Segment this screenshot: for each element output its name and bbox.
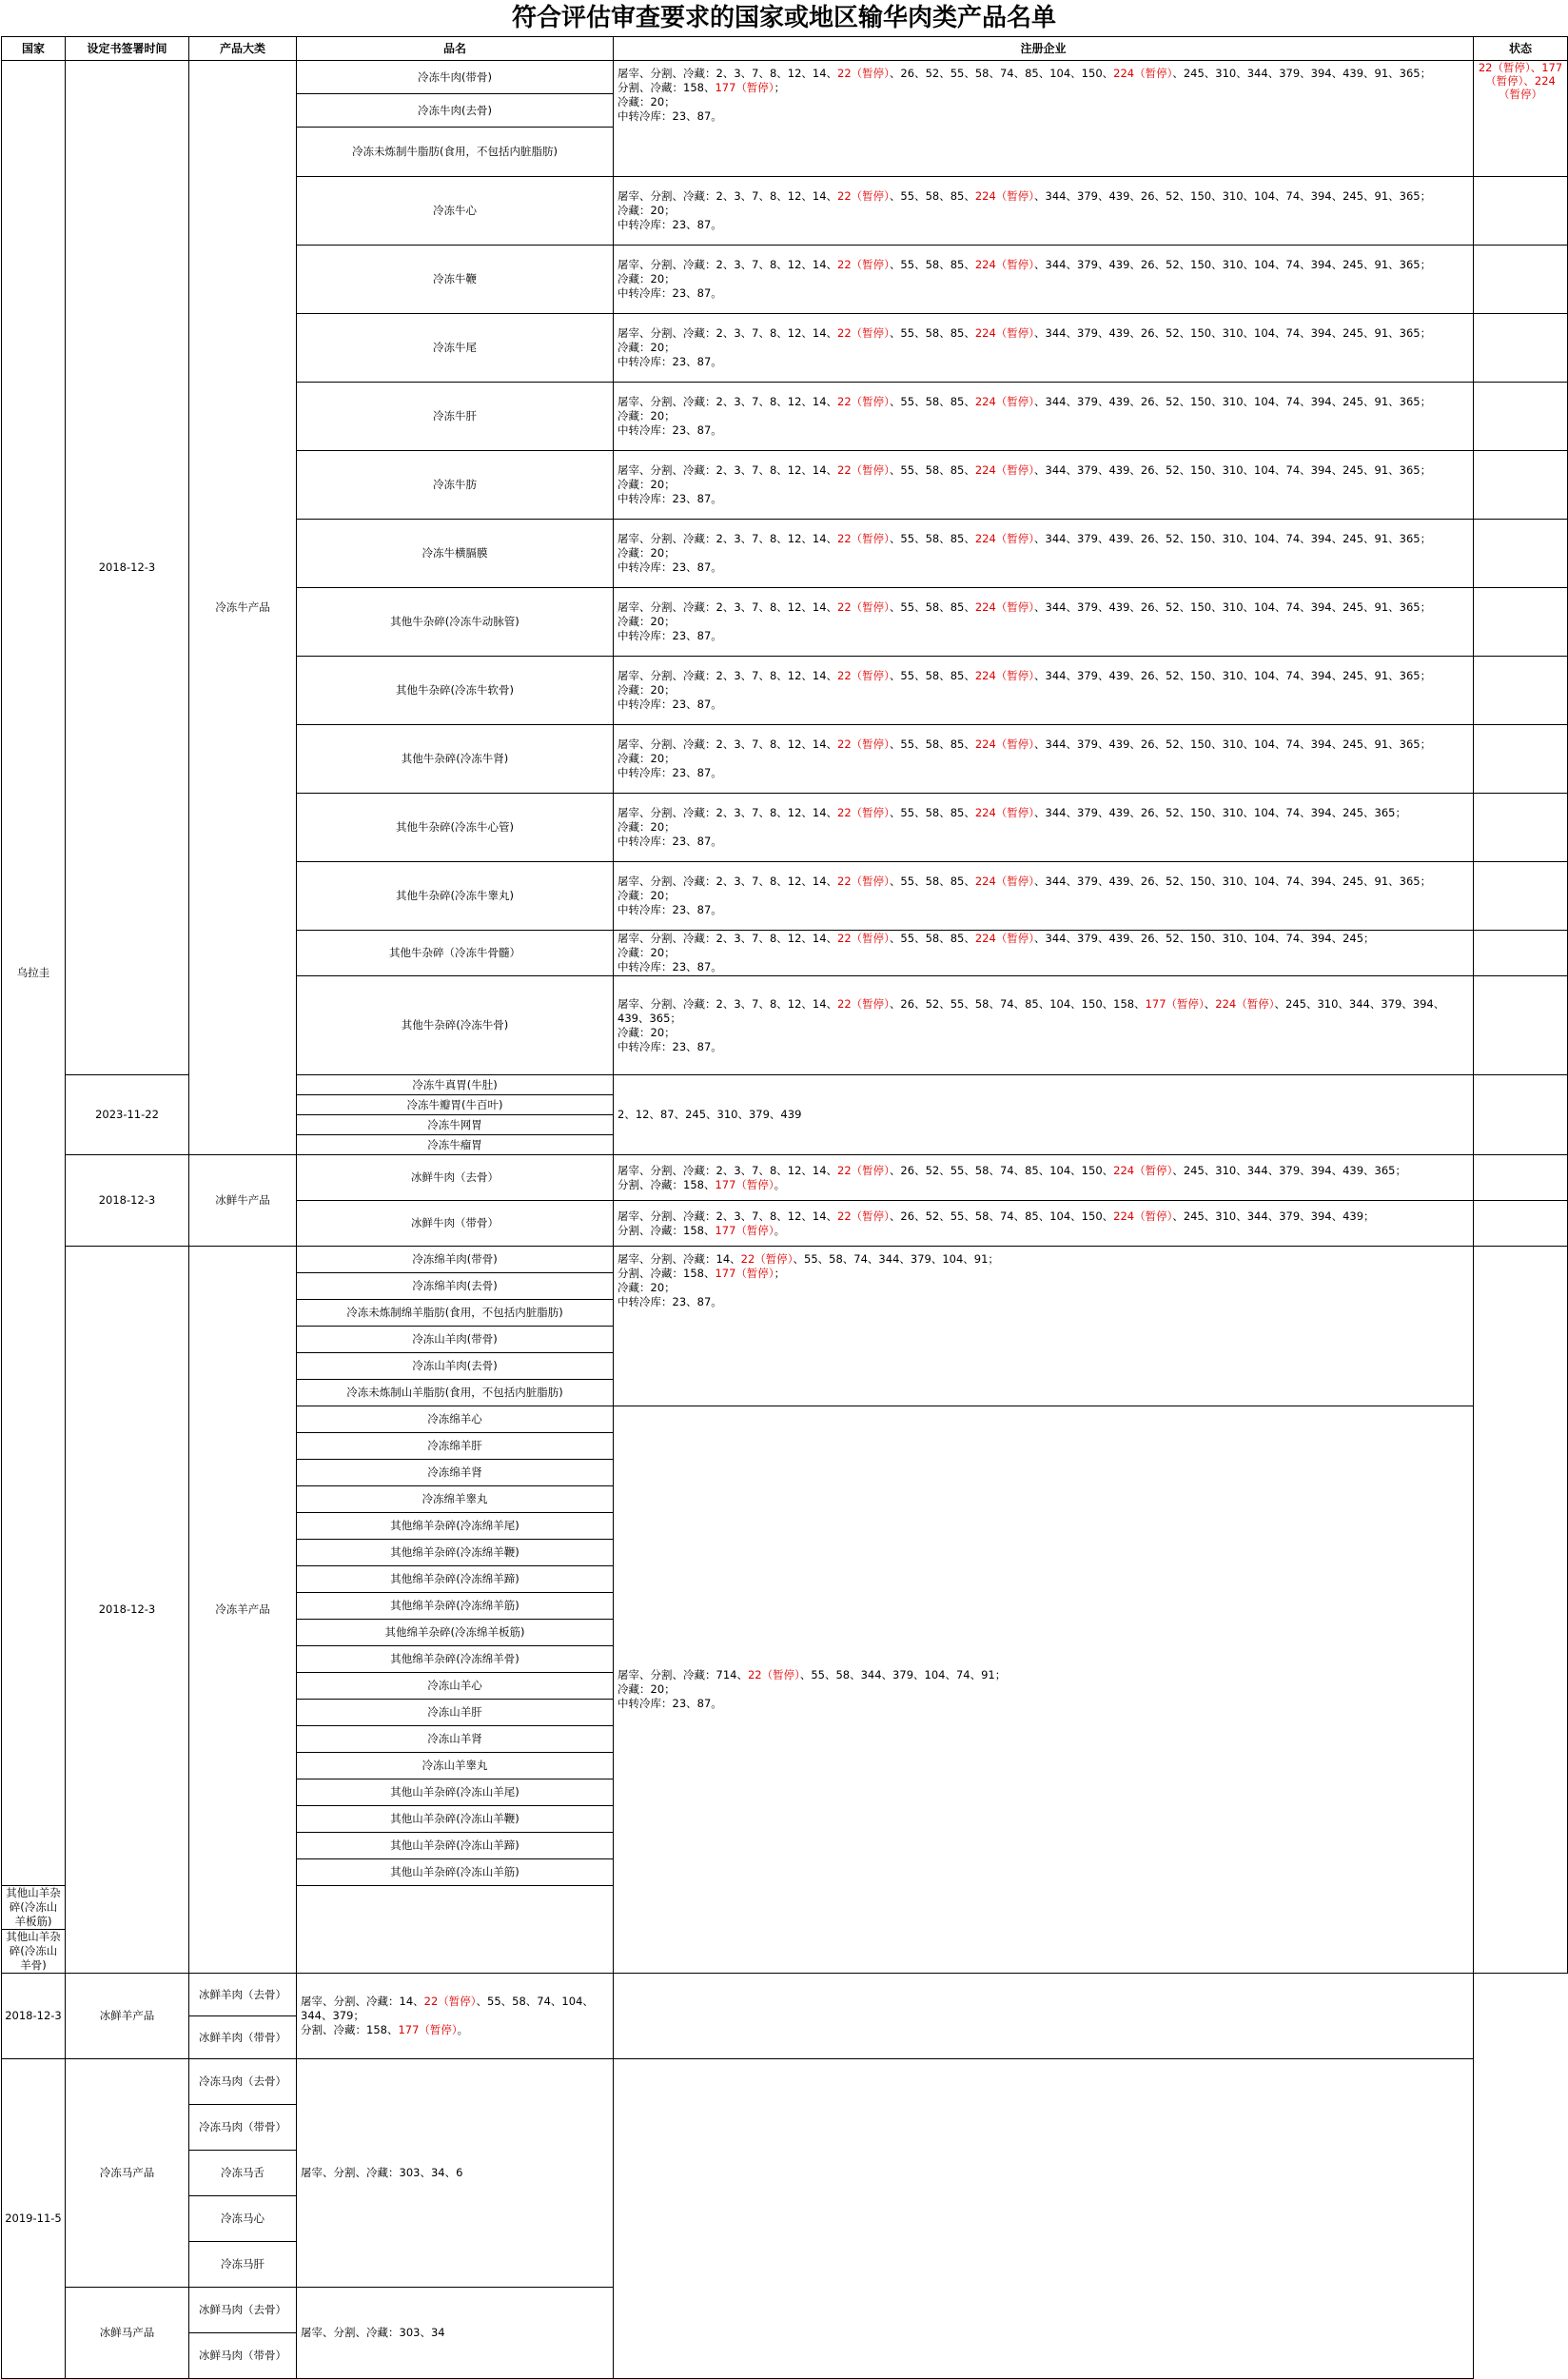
category-cell: 冷冻羊产品: [189, 1247, 297, 1974]
product-name: 其他山羊杂碎(冷冻山羊筋): [297, 1859, 614, 1886]
suspended-enterprise: 224（暂停）: [974, 189, 1035, 203]
header-status: 状态: [1474, 37, 1568, 61]
suspended-enterprise: 224（暂停）: [974, 395, 1035, 408]
product-name: 冷冻马心: [189, 2196, 297, 2242]
enterprise-list: 2、12、87、245、310、379、439: [614, 1075, 1474, 1155]
product-name: 其他山羊杂碎(冷冻山羊蹄): [297, 1833, 614, 1859]
status-cell: [1474, 976, 1568, 1075]
enterprise-list: 屠宰、分割、冷藏：14、22（暂停）、55、58、74、104、344、379； 分割、冷藏：158、177（暂停）。: [297, 1974, 614, 2059]
suspended-enterprise: 22（暂停）: [837, 1209, 890, 1223]
product-name: 冷冻绵羊肉(带骨): [297, 1247, 614, 1273]
category-cell: 冰鲜马产品: [66, 2288, 189, 2379]
product-name: 其他山羊杂碎(冷冻山羊尾): [297, 1779, 614, 1806]
product-name: 冷冻牛鞭: [297, 246, 614, 314]
status-cell: [1474, 657, 1568, 725]
header-product-name: 品名: [297, 37, 614, 61]
product-name: 冷冻马肉（去骨）: [189, 2059, 297, 2105]
enterprise-list: 屠宰、分割、冷藏：714、22（暂停）、55、58、344、379、104、74、91； 冷藏：20； 中转冷库：23、87。: [614, 1406, 1474, 1974]
status-cell: [1474, 862, 1568, 931]
product-name: 冷冻马肝: [189, 2242, 297, 2288]
enterprise-list: 屠宰、分割、冷藏：2、3、7、8、12、14、22（暂停）、55、58、85、224（暂停）、344、379、439、26、52、150、310、104、74、394、245、91、365； 冷藏：20； 中转冷库：23、87。: [614, 588, 1474, 657]
status-cell: [1474, 520, 1568, 588]
suspended-enterprise: 22（暂停）: [837, 600, 890, 614]
product-name: 其他牛杂碎(冷冻牛软骨): [297, 657, 614, 725]
enterprise-list: 屠宰、分割、冷藏：2、3、7、8、12、14、22（暂停）、55、58、85、224（暂停）、344、379、439、26、52、150、310、104、74、394、245、91、365； 冷藏：20； 中转冷库：23、87。: [614, 177, 1474, 246]
suspended-enterprise: 224（暂停）: [1113, 1209, 1173, 1223]
suspended-enterprise: 22（暂停）: [837, 875, 890, 888]
header-category: 产品大类: [189, 37, 297, 61]
suspended-enterprise: 22（暂停）: [837, 258, 890, 271]
product-name: 冷冻山羊肉(去骨): [297, 1353, 614, 1380]
status-cell: [1474, 177, 1568, 246]
product-name: 冷冻牛肝: [297, 383, 614, 451]
suspended-enterprise: 224（暂停）: [1113, 67, 1173, 80]
suspended-enterprise: 224（暂停）: [974, 258, 1035, 271]
enterprise-list: 屠宰、分割、冷藏：2、3、7、8、12、14、22（暂停）、55、58、85、224（暂停）、344、379、439、26、52、150、310、104、74、394、245、365； 冷藏：20； 中转冷库：23、87。: [614, 794, 1474, 862]
enterprise-list: 屠宰、分割、冷藏：2、3、7、8、12、14、22（暂停）、55、58、85、224（暂停）、344、379、439、26、52、150、310、104、74、394、245、91、365； 冷藏：20； 中转冷库：23、87。: [614, 314, 1474, 383]
enterprise-list: 屠宰、分割、冷藏：2、3、7、8、12、14、22（暂停）、55、58、85、224（暂停）、344、379、439、26、52、150、310、104、74、394、245、91、365； 冷藏：20； 中转冷库：23、87。: [614, 725, 1474, 794]
product-name: 冷冻牛瓣胃(牛百叶): [297, 1095, 614, 1115]
product-name: 其他牛杂碎（冷冻牛骨髓）: [297, 931, 614, 976]
suspended-enterprise: 177（暂停）: [398, 2023, 458, 2036]
product-name: 冷冻山羊睾丸: [297, 1753, 614, 1779]
suspended-enterprise: 22（暂停）: [837, 806, 890, 819]
enterprise-list: 屠宰、分割、冷藏：2、3、7、8、12、14、22（暂停）、55、58、85、224（暂停）、344、379、439、26、52、150、310、104、74、394、245、91、365； 冷藏：20； 中转冷库：23、87。: [614, 383, 1474, 451]
suspended-enterprise: 22（暂停）: [747, 1668, 800, 1681]
page-title: 符合评估审查要求的国家或地区输华肉类产品名单: [511, 4, 1056, 32]
product-name: 冷冻山羊心: [297, 1673, 614, 1700]
suspended-enterprise: 22（暂停）: [837, 395, 890, 408]
suspended-enterprise: 177（暂停）: [715, 1223, 774, 1237]
product-name: 冷冻牛横膈膜: [297, 520, 614, 588]
product-name: 其他牛杂碎(冷冻牛心管): [297, 794, 614, 862]
suspended-enterprise: 224（暂停）: [974, 532, 1035, 545]
suspended-enterprise: 224（暂停）: [974, 326, 1035, 340]
sign-date-cell: 2018-12-3: [2, 1974, 66, 2059]
product-name: 其他山羊杂碎(冷冻山羊骨): [2, 1930, 66, 1974]
suspended-enterprise: 224（暂停）: [974, 932, 1035, 945]
suspended-enterprise: 22（暂停）: [837, 463, 890, 477]
status-cell: [1474, 794, 1568, 862]
product-name: 其他牛杂碎(冷冻牛肾): [297, 725, 614, 794]
sign-date-cell: 2018-12-3: [66, 1155, 189, 1247]
enterprise-list: 屠宰、分割、冷藏：2、3、7、8、12、14、22（暂停）、26、52、55、58、74、85、104、150、224（暂停）、245、310、344、379、394、439、91、365； 分割、冷藏：158、177（暂停）； 冷藏：20； 中转冷库：23、87。: [614, 61, 1474, 177]
status-cell: [1474, 246, 1568, 314]
product-name: 冷冻未炼制牛脂肪(食用，不包括内脏脂肪): [297, 128, 614, 177]
suspended-enterprise: 22（暂停）: [837, 67, 890, 80]
product-name: 冷冻绵羊心: [297, 1406, 614, 1433]
suspended-enterprise: 22（暂停）: [837, 669, 890, 682]
suspended-enterprise: 22（暂停）: [837, 996, 890, 1011]
product-name: 冷冻牛尾: [297, 314, 614, 383]
category-cell: 冷冻马产品: [66, 2059, 189, 2288]
sign-date-cell: 2018-12-3: [66, 61, 189, 1075]
suspended-enterprise: 224（暂停）: [974, 463, 1035, 477]
suspended-enterprise: 177（暂停）: [715, 1267, 774, 1280]
enterprise-list: 屠宰、分割、冷藏：2、3、7、8、12、14、22（暂停）、55、58、85、224（暂停）、344、379、439、26、52、150、310、104、74、394、245、91、365； 冷藏：20； 中转冷库：23、87。: [614, 451, 1474, 520]
product-name: 冰鲜马肉（去骨）: [189, 2288, 297, 2333]
suspended-enterprise: 224（暂停）: [1113, 1163, 1173, 1177]
status-cell: [1474, 1075, 1568, 1155]
enterprise-list: 屠宰、分割、冷藏：2、3、7、8、12、14、22（暂停）、26、52、55、58、74、85、104、150、158、177（暂停）、224（暂停）、245、310、344、379、394、439、365； 冷藏：20； 中转冷库：23、87。: [614, 976, 1474, 1075]
header-sign-date: 设定书签署时间: [66, 37, 189, 61]
enterprise-list: 屠宰、分割、冷藏：2、3、7、8、12、14、22（暂停）、55、58、85、224（暂停）、344、379、439、26、52、150、310、104、74、394、245、91、365； 冷藏：20； 中转冷库：23、87。: [614, 862, 1474, 931]
product-name: 冰鲜牛肉（带骨）: [297, 1201, 614, 1247]
product-name: 其他绵羊杂碎(冷冻绵羊板筋): [297, 1620, 614, 1646]
enterprise-list: 屠宰、分割、冷藏：303、34、6: [297, 2059, 614, 2288]
suspended-enterprise: 22（暂停）: [837, 737, 890, 751]
product-name: 冰鲜羊肉（去骨）: [189, 1974, 297, 2016]
enterprise-list: 屠宰、分割、冷藏：303、34: [297, 2288, 614, 2379]
product-name: 冷冻绵羊肾: [297, 1460, 614, 1486]
suspended-enterprise: 22（暂停）: [837, 932, 890, 945]
product-name: 其他绵羊杂碎(冷冻绵羊蹄): [297, 1566, 614, 1593]
status-cell: [1474, 931, 1568, 976]
product-name: 冷冻未炼制山羊脂肪(食用，不包括内脏脂肪): [297, 1380, 614, 1406]
status-cell: [1474, 451, 1568, 520]
sign-date-cell: 2019-11-5: [2, 2059, 66, 2379]
suspended-enterprise: 22（暂停）: [837, 532, 890, 545]
suspended-enterprise: 224（暂停）: [974, 737, 1035, 751]
product-name: 冷冻牛肪: [297, 451, 614, 520]
suspended-enterprise: 177（暂停）: [715, 1177, 774, 1191]
product-name: 冷冻马肉（带骨）: [189, 2105, 297, 2151]
product-name: 冰鲜羊肉（带骨）: [189, 2016, 297, 2059]
header-registered-enterprises: 注册企业: [614, 37, 1474, 61]
product-name: 其他绵羊杂碎(冷冻绵羊筋): [297, 1593, 614, 1620]
status-cell: [1474, 1155, 1568, 1201]
product-name: 冷冻绵羊肝: [297, 1433, 614, 1460]
enterprise-list: 屠宰、分割、冷藏：14、22（暂停）、55、58、74、344、379、104、91； 分割、冷藏：158、177（暂停）； 冷藏：20； 中转冷库：23、87。: [614, 1247, 1474, 1406]
product-name: 其他绵羊杂碎(冷冻绵羊骨): [297, 1646, 614, 1673]
product-name: 冷冻山羊肉(带骨): [297, 1327, 614, 1353]
suspended-enterprise: 177（暂停）: [1145, 996, 1205, 1011]
product-name: 冷冻牛瘤胃: [297, 1135, 614, 1155]
product-table: [1, 36, 1568, 2379]
product-name: 冷冻牛肉(去骨): [297, 94, 614, 128]
product-name: 冰鲜马肉（带骨）: [189, 2333, 297, 2379]
suspended-enterprise: 22（暂停）: [837, 1163, 890, 1177]
product-name: 冷冻未炼制绵羊脂肪(食用，不包括内脏脂肪): [297, 1300, 614, 1327]
enterprise-list: 屠宰、分割、冷藏：2、3、7、8、12、14、22（暂停）、26、52、55、58、74、85、104、150、224（暂停）、245、310、344、379、394、439； 分割、冷藏：158、177（暂停）。: [614, 1201, 1474, 1247]
suspended-enterprise: 177（暂停）: [715, 81, 774, 94]
suspended-enterprise: 224（暂停）: [974, 806, 1035, 819]
product-name: 其他牛杂碎(冷冻牛动脉管): [297, 588, 614, 657]
product-name: 冷冻牛网胃: [297, 1115, 614, 1135]
status-cell: [1474, 383, 1568, 451]
country-cell: 乌拉圭: [2, 61, 66, 1886]
product-name: 冷冻绵羊睾丸: [297, 1486, 614, 1513]
suspended-enterprise: 22（暂停）: [423, 1995, 477, 2008]
status-cell: 22（暂停）、177（暂停）、224（暂停）: [1474, 61, 1568, 177]
suspended-enterprise: 224（暂停）: [1215, 996, 1275, 1011]
enterprise-list: 屠宰、分割、冷藏：2、3、7、8、12、14、22（暂停）、55、58、85、224（暂停）、344、379、439、26、52、150、310、104、74、394、245、91、365； 冷藏：20； 中转冷库：23、87。: [614, 520, 1474, 588]
status-cell: [1474, 588, 1568, 657]
product-name: 冷冻马舌: [189, 2151, 297, 2196]
status-cell: [1474, 314, 1568, 383]
product-name: 冷冻山羊肝: [297, 1700, 614, 1726]
status-cell: [614, 1974, 1474, 2059]
enterprise-list: 屠宰、分割、冷藏：2、3、7、8、12、14、22（暂停）、55、58、85、224（暂停）、344、379、439、26、52、150、310、104、74、394、245、91、365； 冷藏：20； 中转冷库：23、87。: [614, 246, 1474, 314]
status-cell: [1474, 1201, 1568, 1247]
enterprise-list: 屠宰、分割、冷藏：2、3、7、8、12、14、22（暂停）、55、58、85、224（暂停）、344、379、439、26、52、150、310、104、74、394、245； 冷藏：20； 中转冷库：23、87。: [614, 931, 1474, 976]
product-name: 其他牛杂碎(冷冻牛骨): [297, 976, 614, 1075]
status-cell: [614, 2059, 1474, 2379]
product-name: 冷冻牛真胃(牛肚): [297, 1075, 614, 1095]
category-cell: 冷冻牛产品: [189, 61, 297, 1155]
suspended-enterprise: 224（暂停）: [974, 875, 1035, 888]
sign-date-cell: 2023-11-22: [66, 1075, 189, 1155]
product-name: 其他山羊杂碎(冷冻山羊鞭): [297, 1806, 614, 1833]
product-name: 冷冻绵羊肉(去骨): [297, 1273, 614, 1300]
product-name: 其他绵羊杂碎(冷冻绵羊鞭): [297, 1540, 614, 1566]
category-cell: 冰鲜牛产品: [189, 1155, 297, 1247]
suspended-enterprise: 22（暂停）: [740, 1252, 794, 1266]
product-name: 其他绵羊杂碎(冷冻绵羊尾): [297, 1513, 614, 1540]
product-name: 冷冻山羊肾: [297, 1726, 614, 1753]
suspended-enterprise: 22（暂停）: [837, 189, 890, 203]
product-name: 冷冻牛心: [297, 177, 614, 246]
status-cell: [1474, 1247, 1568, 1974]
suspended-enterprise: 22（暂停）: [837, 326, 890, 340]
status-cell: [1474, 725, 1568, 794]
product-name: 冷冻牛肉(带骨): [297, 61, 614, 94]
enterprise-list: 屠宰、分割、冷藏：2、3、7、8、12、14、22（暂停）、26、52、55、58、74、85、104、150、224（暂停）、245、310、344、379、394、439、365； 分割、冷藏：158、177（暂停）。: [614, 1155, 1474, 1201]
suspended-enterprise: 224（暂停）: [974, 600, 1035, 614]
product-name: 其他山羊杂碎(冷冻山羊板筋): [2, 1886, 66, 1930]
suspended-enterprise: 224（暂停）: [974, 669, 1035, 682]
category-cell: 冰鲜羊产品: [66, 1974, 189, 2059]
header-country: 国家: [2, 37, 66, 61]
product-name: 其他牛杂碎(冷冻牛睾丸): [297, 862, 614, 931]
sign-date-cell: 2018-12-3: [66, 1247, 189, 1974]
product-name: 冰鲜牛肉（去骨）: [297, 1155, 614, 1201]
header-row: [2, 37, 1568, 61]
enterprise-list: 屠宰、分割、冷藏：2、3、7、8、12、14、22（暂停）、55、58、85、224（暂停）、344、379、439、26、52、150、310、104、74、394、245、91、365； 冷藏：20； 中转冷库：23、87。: [614, 657, 1474, 725]
